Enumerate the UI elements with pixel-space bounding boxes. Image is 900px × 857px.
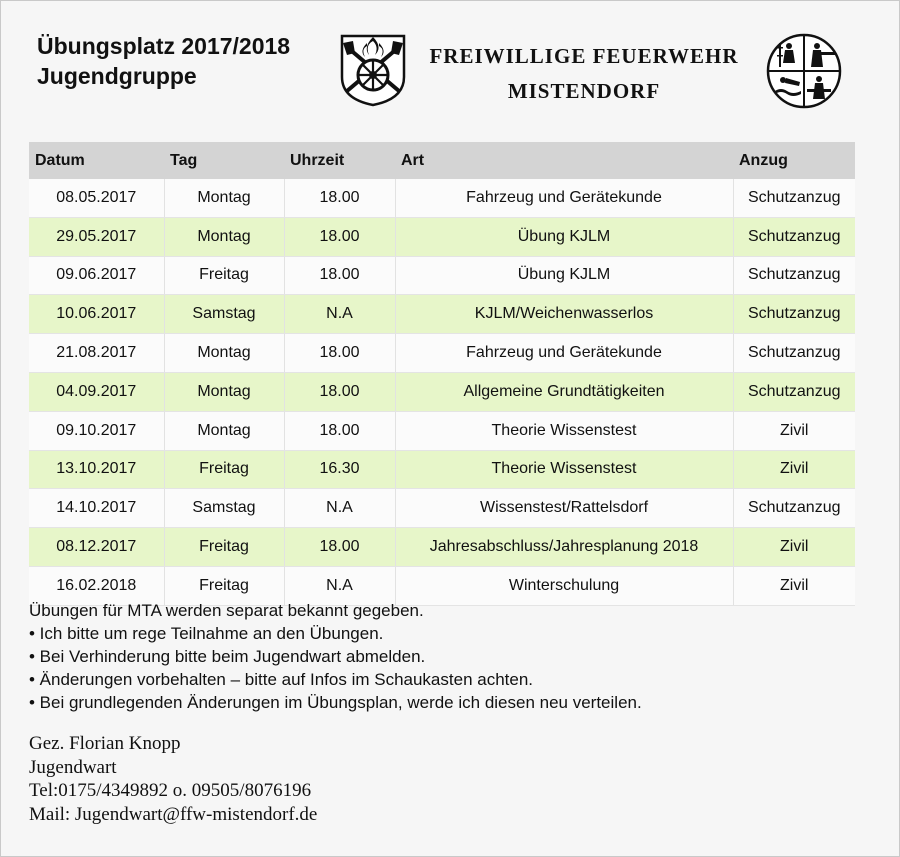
cell-uhrzeit: 18.00: [284, 334, 395, 373]
cell-datum: 08.12.2017: [29, 528, 164, 567]
fire-brigade-crest-icon: [339, 33, 407, 107]
cell-art: Fahrzeug und Gerätekunde: [395, 179, 733, 217]
page-title: [37, 31, 290, 91]
cell-tag: Freitag: [164, 450, 284, 489]
column-header-uhrzeit: Uhrzeit: [284, 142, 395, 179]
cell-datum: 10.06.2017: [29, 295, 164, 334]
cell-art: Jahresabschluss/Jahresplanung 2018: [395, 528, 733, 567]
cell-art: Wissenstest/Rattelsdorf: [395, 489, 733, 528]
table-row: [29, 372, 855, 411]
schedule-table: [29, 142, 855, 606]
table-row: [29, 528, 855, 567]
cell-uhrzeit: N.A: [284, 566, 395, 605]
cell-uhrzeit: 18.00: [284, 372, 395, 411]
fire-brigade-emblem-icon: [761, 33, 847, 109]
cell-tag: Montag: [164, 334, 284, 373]
cell-art: Theorie Wissenstest: [395, 411, 733, 450]
signature-mail: Mail: Jugendwart@ffw-mistendorf.de: [29, 803, 318, 825]
cell-datum: 09.06.2017: [29, 256, 164, 295]
note-item: • Bei grundlegenden Änderungen im Übungsplan, werde ich diesen neu verteilen.: [29, 693, 642, 712]
cell-uhrzeit: 18.00: [284, 411, 395, 450]
cell-tag: Montag: [164, 217, 284, 256]
signature-block: [29, 732, 317, 826]
table-row: [29, 450, 855, 489]
organization-name: [415, 39, 753, 109]
organization-line-2: MISTENDORF: [507, 79, 661, 103]
column-header-datum: Datum: [29, 142, 164, 179]
cell-tag: Freitag: [164, 566, 284, 605]
cell-anzug: Schutzanzug: [733, 256, 855, 295]
cell-datum: 21.08.2017: [29, 334, 164, 373]
cell-anzug: Zivil: [733, 528, 855, 567]
cell-anzug: Schutzanzug: [733, 334, 855, 373]
notes-section: [29, 599, 642, 714]
cell-datum: 09.10.2017: [29, 411, 164, 450]
title-line-1: Übungsplatz 2017/2018: [37, 33, 291, 59]
cell-anzug: Zivil: [733, 450, 855, 489]
cell-anzug: Zivil: [733, 566, 855, 605]
table-row: [29, 489, 855, 528]
signature-name: Gez. Florian Knopp: [29, 733, 181, 754]
cell-art: Theorie Wissenstest: [395, 450, 733, 489]
cell-uhrzeit: 18.00: [284, 528, 395, 567]
cell-datum: 13.10.2017: [29, 450, 164, 489]
note-item: • Ich bitte um rege Teilnahme an den Übungen.: [29, 624, 384, 643]
cell-datum: 29.05.2017: [29, 217, 164, 256]
cell-anzug: Schutzanzug: [733, 372, 855, 411]
cell-art: Allgemeine Grundtätigkeiten: [395, 372, 733, 411]
signature-role: Jugendwart: [29, 756, 117, 778]
cell-uhrzeit: N.A: [284, 489, 395, 528]
cell-tag: Montag: [164, 179, 284, 217]
cell-art: Winterschulung: [395, 566, 733, 605]
cell-art: KJLM/Weichenwasserlos: [395, 295, 733, 334]
note-item: • Bei Verhinderung bitte beim Jugendwart abmelden.: [29, 647, 426, 666]
cell-art: Übung KJLM: [395, 256, 733, 295]
cell-datum: 16.02.2018: [29, 566, 164, 605]
cell-uhrzeit: 18.00: [284, 217, 395, 256]
table-row: [29, 411, 855, 450]
table-row: [29, 334, 855, 373]
cell-anzug: Schutzanzug: [733, 489, 855, 528]
cell-tag: Montag: [164, 411, 284, 450]
organization-line-1: FREIWILLIGE FEUERWEHR: [429, 44, 739, 68]
cell-tag: Samstag: [164, 295, 284, 334]
table-row: [29, 179, 855, 217]
cell-art: Fahrzeug und Gerätekunde: [395, 334, 733, 373]
cell-tag: Freitag: [164, 528, 284, 567]
cell-uhrzeit: 16.30: [284, 450, 395, 489]
cell-uhrzeit: 18.00: [284, 179, 395, 217]
cell-uhrzeit: 18.00: [284, 256, 395, 295]
cell-datum: 04.09.2017: [29, 372, 164, 411]
cell-tag: Samstag: [164, 489, 284, 528]
title-line-2: Jugendgruppe: [37, 63, 197, 89]
cell-uhrzeit: N.A: [284, 295, 395, 334]
cell-anzug: Schutzanzug: [733, 295, 855, 334]
table-body: [29, 179, 855, 605]
cell-datum: 14.10.2017: [29, 489, 164, 528]
table-row: [29, 295, 855, 334]
cell-anzug: Zivil: [733, 411, 855, 450]
table-row: [29, 256, 855, 295]
note-item: • Änderungen vorbehalten – bitte auf Infos im Schaukasten achten.: [29, 670, 534, 689]
table-row: [29, 217, 855, 256]
column-header-tag: Tag: [164, 142, 284, 179]
column-header-art: Art: [395, 142, 733, 179]
note-intro: Übungen für MTA werden separat bekannt gegeben.: [29, 601, 424, 620]
cell-tag: Freitag: [164, 256, 284, 295]
table-header-row: [29, 142, 855, 179]
column-header-anzug: Anzug: [733, 142, 855, 179]
cell-anzug: Schutzanzug: [733, 179, 855, 217]
cell-art: Übung KJLM: [395, 217, 733, 256]
cell-datum: 08.05.2017: [29, 179, 164, 217]
cell-anzug: Schutzanzug: [733, 217, 855, 256]
cell-tag: Montag: [164, 372, 284, 411]
signature-phone: Tel:0175/4349892 o. 09505/8076196: [29, 780, 312, 801]
